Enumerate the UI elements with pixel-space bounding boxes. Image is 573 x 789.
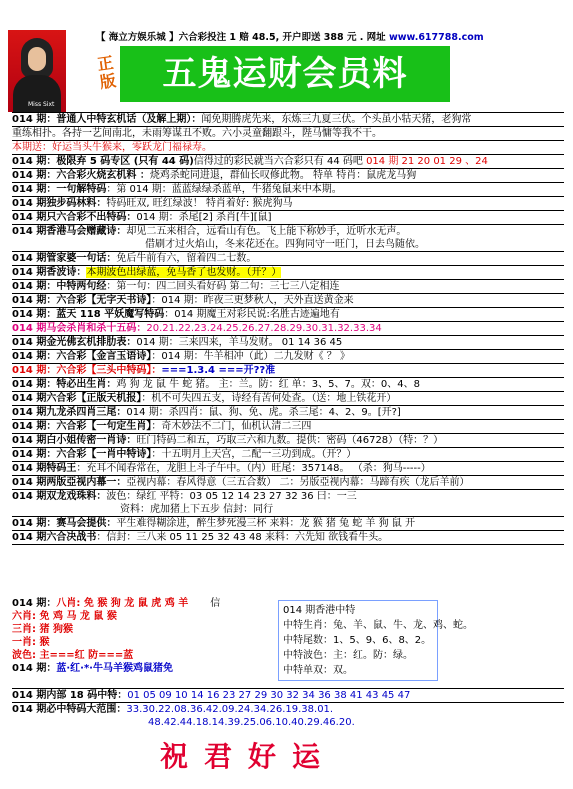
row-label: 014 期必中特码大范围：: [12, 704, 127, 715]
row-label: 014 期只六合彩不出特码：: [12, 212, 137, 223]
row: [12, 225, 564, 238]
row-period: 014 期：: [12, 295, 57, 306]
row-text: 014 期：杀尾[2] 杀肖[牛][鼠]: [136, 212, 272, 223]
row: [12, 155, 564, 169]
row: [12, 490, 564, 503]
row-text: ：第一句：四二回头看好码 第二句：三七三八定相连: [106, 281, 340, 292]
row-text: ：信封：三八来 05 11 25 32 43 48 来料：六先知 欲钱看牛头。: [96, 532, 389, 543]
row-text: 重练相扑。各持一艺间南北，未雨筹谋丑不败。六小灵童翻跟斗，陛马慵等我不干。: [12, 128, 382, 139]
row-text: 资料：虎加猪上下五步 信封：同行: [120, 504, 274, 515]
row-label: 014 期独步码林料：: [12, 198, 107, 209]
row: [12, 503, 564, 517]
row-numbers: 48.42.44.18.14.39.25.06.10.40.29.46.20.: [148, 717, 355, 728]
row: [12, 378, 564, 392]
row: [12, 476, 564, 490]
row-label: 六合彩【金言玉语诗】: [56, 351, 152, 362]
row-label: 六合彩火烧玄机料 ：: [56, 170, 150, 181]
row: [12, 406, 564, 420]
row-label: 014 期马会杀肖和杀十五码：: [12, 323, 147, 334]
row-label: 014 期九龙杀四肖三尾：: [12, 407, 127, 418]
bottom-table: [12, 688, 564, 729]
row: [12, 141, 564, 155]
content-table: [12, 112, 564, 545]
hk-special-line: 中特生肖：兔、羊、鼠、牛、龙、鸡、蛇。: [283, 620, 473, 631]
row-label: 014 期香港马会赠藏诗：: [12, 226, 127, 237]
row-label: 蓝天 118 平妖魔写特码: [56, 309, 165, 320]
row-text: 平生难得糊涂进，醉生梦死漫三杯 来料：龙 猴 猪 兔 蛇 羊 狗 鼠 开: [116, 518, 415, 529]
row-text: 鸡 狗 龙 鼠 牛 蛇 猪。 主：兰。防：红 单：3、5、7。双：0、4、8: [116, 379, 420, 390]
row: [12, 211, 564, 225]
row-label: 014 期特码王: [12, 463, 77, 474]
row-text: ：奇木妙法不二门，仙机认清二三四: [151, 421, 312, 432]
partial-label: 信: [210, 598, 221, 609]
badge: 正版: [96, 53, 118, 92]
hk-special-line: 中特单双：双。: [283, 665, 353, 676]
row-text: 本期波色出绿蓝，免马香了也发财。（开？）: [86, 267, 282, 278]
row-text: ：014 期魔王对彩民说:名胜古迹遍地有: [164, 309, 340, 320]
prediction-line: 六肖: 免 鸡 马 龙 鼠 猴: [12, 611, 117, 622]
row-label: 六合彩【三头中特码】：: [56, 365, 162, 376]
row-label: 014 期两版亞视内幕一：: [12, 477, 127, 488]
row-period: 014 期：: [12, 379, 57, 390]
row: [12, 462, 564, 476]
row-text: 亞视内幕：春风得意（三五合数） 二：另版亞视内幕：马蹄有疾（龙后羊前）: [126, 477, 470, 488]
row-text: ：机不可失四五支，诗经有苦何处查。（送：地上铁花开）: [141, 393, 397, 404]
row-text: 信得过的彩民就当六合彩只有 44 码吧: [193, 156, 363, 167]
row-period: 014 期：: [12, 421, 57, 432]
row: [12, 238, 564, 252]
row-period: 014 期：: [12, 156, 57, 167]
row: [12, 420, 564, 434]
prediction-line: 波色: 主===红 防===蓝: [12, 650, 134, 661]
row-numbers: 014 期 21 20 01 29 、24: [366, 156, 488, 167]
row-period: 014 期：: [12, 309, 57, 320]
row: [12, 350, 564, 364]
row: [12, 392, 564, 406]
row-label: 普通人中特玄机话（及解上期）：: [56, 114, 202, 125]
row-label: 014 期六合决战书: [12, 532, 97, 543]
row-label: 一句解特码: [56, 184, 107, 195]
row: [12, 113, 564, 127]
row-text: 烧鸡杀蛇同进退，群仙长叹修此物。 特单 特肖：鼠虎龙马狗: [149, 170, 417, 181]
portrait-caption: Miss Sixt: [28, 101, 55, 108]
portrait-face: [28, 47, 46, 71]
row: [12, 127, 564, 141]
row-period: 014 期：: [12, 449, 57, 460]
row: [12, 688, 564, 703]
row-label: 六合彩【无字天书诗】: [56, 295, 152, 306]
row: [12, 517, 564, 531]
row: [12, 197, 564, 211]
row-numbers: 01 05 09 10 14 16 23 27 29 30 32 34 36 38 41 43 45 47: [127, 690, 411, 701]
hk-special-title: 014 期香港中特: [283, 605, 356, 616]
row: [12, 716, 564, 729]
row: [12, 703, 564, 716]
top-banner: [96, 30, 570, 46]
row-text: 免后牛前有六，留着四二七数。: [116, 253, 257, 264]
row-text: ：第 014 期：蓝蓝绿绿杀蓝单，牛猪兔鼠来中本期。: [106, 184, 342, 195]
row-text: 旺门特码二和五，巧取三六和九数。提供：密码（46728）（特：？）: [136, 435, 444, 446]
hk-special-line: 中特波色：主：红。防：绿。: [283, 650, 413, 661]
prediction-line: 一肖: 猴: [12, 637, 50, 648]
row-label: 014 期白小姐传密一肖诗：: [12, 435, 137, 446]
prediction-box: [12, 597, 272, 675]
hk-special-box: [278, 600, 473, 681]
top-banner-text: 【 海立方娱乐城 】六合彩投注 1 赔 48.5, 开户即送 388 元 . 网址: [96, 32, 386, 43]
row-text: 波色：绿红 平特：03 05 12 14 23 27 32 36 曰：一三: [106, 491, 357, 502]
row-label: 014 期六合彩【正版天机报】: [12, 393, 142, 404]
row-label: 014 期内部 18 码中特：: [12, 690, 128, 701]
row-text: 闻免期腾虎先来，东炼三九夏三伏。个头虽小牯天猪，老狗常: [201, 114, 472, 125]
row: [12, 266, 564, 280]
row-period: 014 期：: [12, 518, 57, 529]
row: [12, 294, 564, 308]
row-text: 特码旺双, 旺红绿波！ 特肖着好: 猴虎狗马: [106, 198, 293, 209]
row-label: 六合彩【一句定生肖】: [56, 421, 152, 432]
row-label: 香波诗：: [46, 267, 87, 278]
row-label: 极限弃 5 码专区 (只有 44 码): [56, 156, 194, 167]
row: [12, 183, 564, 197]
row-period: 014 期: [12, 267, 47, 278]
row-text: ：014 期：昨夜三更梦秋人，天外直送黄金来: [151, 295, 354, 306]
row-text: ：充耳不闻春常在，龙胆上斗子午中。（内）旺尾：357148。 （杀：狗马-----）: [76, 463, 431, 474]
blessing-text: 祝君好运: [160, 740, 337, 773]
prediction-line: 三肖: 猪 狗猴: [12, 624, 73, 635]
row: [12, 308, 564, 322]
prediction-line: 014 期：八肖: 免 猴 狗 龙 鼠 虎 鸡 羊 信: [12, 598, 221, 609]
row: [12, 169, 564, 183]
row-text: 014 期：杀四肖：鼠、狗、免、虎。杀三尾：4、2、9。[开?]: [126, 407, 401, 418]
row: [12, 448, 564, 462]
row-label: 特必出生肖：: [56, 379, 117, 390]
page-title: 五鬼运财会员料: [120, 46, 450, 102]
row-label: 014 期双龙戏珠料：: [12, 491, 107, 502]
row-text: 014 期：三来四来，羊马发财。 01 14 36 45: [136, 337, 343, 348]
portrait-photo: [8, 30, 66, 112]
row-text: ：十五明月上天宫，二配一三功到成。（开？）: [151, 449, 357, 460]
row-period: 014 期：: [12, 184, 57, 195]
row-label: 014 期管家婆一句话：: [12, 253, 117, 264]
row-label: 014 期金光佛玄机排肋表：: [12, 337, 137, 348]
row-label: 中特两句经: [56, 281, 107, 292]
hk-special-line: 中特尾数：1、5、9、6、8、2。: [283, 635, 432, 646]
row-label: 赛马会提供：: [56, 518, 117, 529]
row-text: 本期送：好运当头牛猴来，零跃龙门福禄寿。: [12, 142, 212, 153]
row-period: 014 期：: [12, 114, 57, 125]
row-text: ===1.3.4 ===开??准: [161, 365, 276, 376]
prediction-line: 014 期：蓝·红·*·牛马羊猴鸡鼠猪免: [12, 663, 173, 674]
row-period: 014 期：: [12, 170, 57, 181]
row-period: 014 期：: [12, 365, 57, 376]
row-label: 六合彩【一肖中特诗】: [56, 449, 152, 460]
row: [12, 280, 564, 294]
row-numbers: 20.21.22.23.24.25.26.27.28.29.30.31.32.33.34: [146, 323, 382, 334]
row: [12, 322, 564, 336]
row-text: 借刷才过火焰山，冬来花还在。四狗同守一旺门，日去鸟随依。: [145, 239, 425, 250]
row: [12, 364, 564, 378]
row-text: 却见二五来相合，远看山有色。飞上能下称妙手，近听水无声。: [126, 226, 407, 237]
row-period: 014 期：: [12, 281, 57, 292]
row-text: ：014 期：牛羊相冲（此）二九发财《 ？ 》: [151, 351, 350, 362]
row: [12, 434, 564, 448]
top-banner-url[interactable]: www.617788.com: [388, 32, 484, 43]
row-numbers: 33.30.22.08.36.42.09.24.34.26.19.38.01.: [126, 704, 334, 715]
row: [12, 336, 564, 350]
row: [12, 531, 564, 545]
row: [12, 252, 564, 266]
row-period: 014 期：: [12, 351, 57, 362]
